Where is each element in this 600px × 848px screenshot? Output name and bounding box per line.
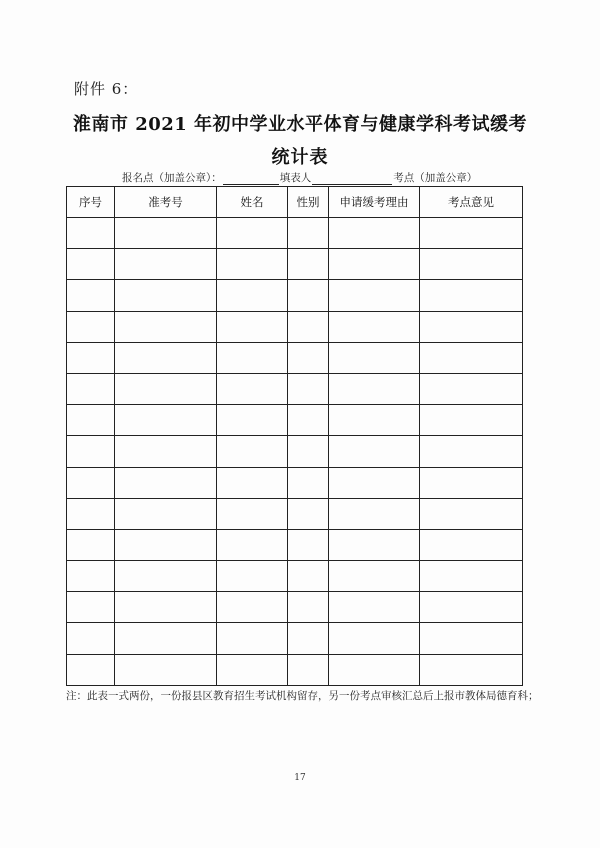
table-cell[interactable] [329,218,420,249]
table-cell[interactable] [217,498,288,529]
table-cell[interactable] [329,342,420,373]
table-row [67,373,523,404]
table-cell[interactable] [420,218,523,249]
table-cell[interactable] [420,498,523,529]
header-name: 姓名 [217,187,288,218]
table-cell[interactable] [217,561,288,592]
table-cell[interactable] [115,280,217,311]
table-cell[interactable] [115,436,217,467]
table-cell[interactable] [115,498,217,529]
table-cell[interactable] [288,249,329,280]
table-cell[interactable] [217,280,288,311]
table-cell[interactable] [329,467,420,498]
table-cell[interactable] [67,249,115,280]
header-serial-number: 序号 [67,187,115,218]
header-deferral-reason: 申请缓考理由 [329,187,420,218]
table-cell[interactable] [288,654,329,685]
table-cell[interactable] [115,311,217,342]
table-cell[interactable] [115,592,217,623]
table-cell[interactable] [115,467,217,498]
table-cell[interactable] [67,218,115,249]
document-title: 淮南市 2021 年初中学业水平体育与健康学科考试缓考 [72,114,528,135]
table-cell[interactable] [217,249,288,280]
table-cell[interactable] [217,342,288,373]
table-cell[interactable] [217,623,288,654]
table-cell[interactable] [67,311,115,342]
table-cell[interactable] [115,249,217,280]
table-cell[interactable] [217,436,288,467]
table-cell[interactable] [217,654,288,685]
table-cell[interactable] [420,529,523,560]
table-row [67,467,523,498]
table-header-row [67,187,523,218]
table-cell[interactable] [217,373,288,404]
table-cell[interactable] [329,280,420,311]
table-cell[interactable] [420,623,523,654]
table-cell[interactable] [217,218,288,249]
form-filler-blank[interactable] [312,174,392,185]
table-cell[interactable] [288,592,329,623]
table-cell[interactable] [115,342,217,373]
table-cell[interactable] [329,623,420,654]
table-cell[interactable] [67,405,115,436]
form-fill-row [122,170,477,185]
page-number: 17 [294,773,306,783]
table-cell[interactable] [115,405,217,436]
footnote: 注：此表一式两份，一份报县区教育招生考试机构留存，另一份考点审核汇总后上报市教体局德育科； [66,690,539,702]
table-cell[interactable] [329,311,420,342]
table-cell[interactable] [217,592,288,623]
table-cell[interactable] [67,561,115,592]
table-row [67,623,523,654]
table-cell[interactable] [67,373,115,404]
attachment-label: 附件 6： [74,80,139,98]
table-cell[interactable] [115,529,217,560]
table-row [67,249,523,280]
table-cell[interactable] [420,561,523,592]
table-cell[interactable] [420,467,523,498]
table-cell[interactable] [329,436,420,467]
table-cell[interactable] [217,467,288,498]
table-cell[interactable] [288,405,329,436]
table-row [67,405,523,436]
table-cell[interactable] [420,654,523,685]
table-row [67,654,523,685]
table-cell[interactable] [288,218,329,249]
table-cell[interactable] [329,592,420,623]
table-cell[interactable] [288,280,329,311]
table-cell[interactable] [115,373,217,404]
table-body [67,218,523,686]
table-cell[interactable] [288,529,329,560]
document-title-line2: 统计表 [271,147,329,168]
table-cell[interactable] [329,373,420,404]
table-cell[interactable] [288,342,329,373]
table-row [67,218,523,249]
deferral-statistics-table [66,186,523,686]
table-row [67,280,523,311]
table-cell[interactable] [329,529,420,560]
table-cell[interactable] [288,311,329,342]
table-cell[interactable] [115,623,217,654]
table-cell[interactable] [288,373,329,404]
table-cell[interactable] [420,342,523,373]
table-cell[interactable] [420,280,523,311]
table-cell[interactable] [288,561,329,592]
table-row [67,342,523,373]
table-cell[interactable] [288,467,329,498]
table-cell[interactable] [115,561,217,592]
table-cell[interactable] [288,623,329,654]
table-cell[interactable] [67,592,115,623]
table-cell[interactable] [115,654,217,685]
table-row [67,498,523,529]
table-cell[interactable] [420,436,523,467]
table-cell[interactable] [67,654,115,685]
table-cell[interactable] [67,498,115,529]
table-cell[interactable] [217,405,288,436]
table-cell[interactable] [329,405,420,436]
table-cell[interactable] [329,654,420,685]
table-cell[interactable] [420,405,523,436]
header-gender: 性别 [288,187,329,218]
table-cell[interactable] [288,498,329,529]
registration-point-label: 报名点（加盖公章）： [122,172,222,184]
table-cell[interactable] [217,311,288,342]
registration-point-blank[interactable] [223,174,279,185]
table-cell[interactable] [420,249,523,280]
table-row [67,436,523,467]
table-cell[interactable] [67,280,115,311]
table-cell[interactable] [420,592,523,623]
table-cell[interactable] [67,467,115,498]
table-cell[interactable] [67,529,115,560]
table-cell[interactable] [67,623,115,654]
table-cell[interactable] [329,498,420,529]
table-row [67,592,523,623]
table-cell[interactable] [67,436,115,467]
table-row [67,529,523,560]
form-filler-label: 填表人 [279,172,312,184]
header-site-opinion: 考点意见 [420,187,523,218]
table-row [67,561,523,592]
table-cell[interactable] [420,311,523,342]
exam-site-label: 考点（加盖公章） [393,172,478,184]
table-cell[interactable] [115,218,217,249]
table-cell[interactable] [420,373,523,404]
table-cell[interactable] [329,249,420,280]
table-cell[interactable] [67,342,115,373]
header-admission-number: 准考号 [115,187,217,218]
table-row [67,311,523,342]
table-cell[interactable] [217,529,288,560]
table-cell[interactable] [288,436,329,467]
table-cell[interactable] [329,561,420,592]
